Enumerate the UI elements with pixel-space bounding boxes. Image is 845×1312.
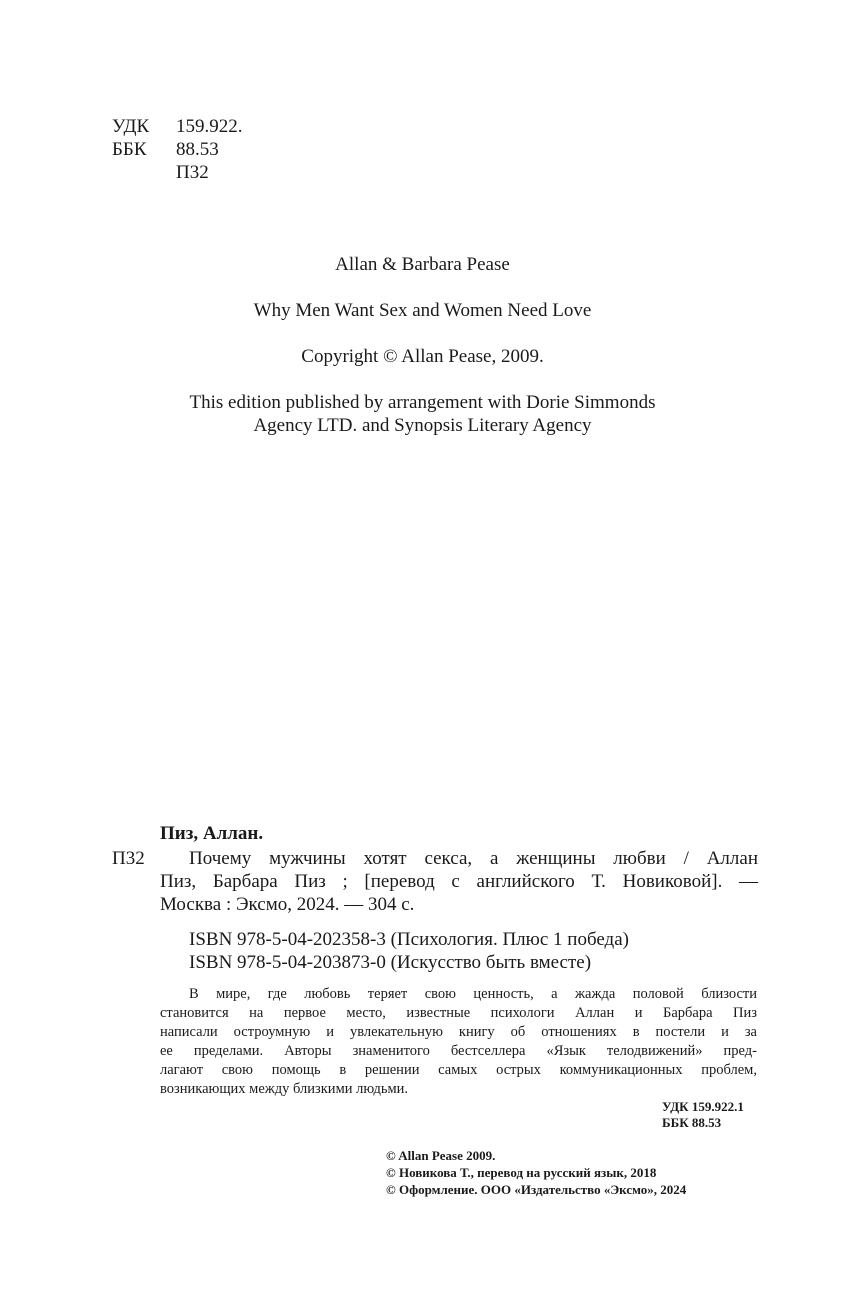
annotation-line: написали остроумную и увлекательную книгу об отношениях в постели и за	[160, 1024, 757, 1040]
copyright-line: © Allan Pease 2009.	[386, 1148, 496, 1163]
card-author-sign: П32	[112, 848, 145, 869]
annotation-line: возникающих между близкими людьми.	[160, 1081, 409, 1097]
udk-full: УДК 159.922.1	[662, 1099, 744, 1114]
card-description-line: Почему мужчины хотят секса, а женщины любви / Аллан	[189, 848, 758, 869]
original-title: Why Men Want Sex and Women Need Love	[253, 300, 592, 321]
bbk-label: ББК	[112, 139, 147, 160]
bbk-value: 88.53	[176, 139, 219, 160]
original-copyright: Copyright © Allan Pease, 2009.	[301, 346, 544, 367]
udk-label: УДК	[112, 116, 150, 137]
annotation-line: лагают свою помощь в решении самых острых коммуникационных проблем,	[160, 1062, 757, 1078]
original-authors: Allan & Barbara Pease	[335, 254, 510, 275]
isbn-line: ISBN 978-5-04-203873-0 (Искусство быть вместе)	[189, 952, 592, 973]
annotation-line: ее пределами. Авторы знаменитого бестселлера «Язык телодвижений» пред-	[160, 1043, 757, 1059]
annotation-line: В мире, где любовь теряет свою ценность, а жажда половой близости	[189, 986, 757, 1002]
bbk-full: ББК 88.53	[662, 1115, 722, 1130]
annotation-line: становится на первое место, известные психологи Аллан и Барбара Пиз	[160, 1005, 757, 1021]
udk-value: 159.922.	[176, 116, 243, 137]
card-description-line: Пиз, Барбара Пиз ; [перевод с английского Т. Новиковой]. —	[160, 871, 758, 892]
arrangement-line-1: This edition published by arrangement with Dorie Simmonds	[189, 392, 656, 413]
card-author-heading: Пиз, Аллан.	[160, 823, 264, 844]
copyright-line: © Оформление. ООО «Издательство «Эксмо», 2024	[386, 1182, 687, 1197]
isbn-line: ISBN 978-5-04-202358-3 (Психология. Плюс 1 победа)	[189, 929, 629, 950]
arrangement-line-2: Agency LTD. and Synopsis Literary Agency	[253, 415, 592, 436]
copyright-line: © Новикова Т., перевод на русский язык, 2018	[386, 1165, 657, 1180]
author-sign: П32	[176, 162, 209, 183]
card-description-line: Москва : Эксмо, 2024. — 304 с.	[160, 894, 415, 915]
